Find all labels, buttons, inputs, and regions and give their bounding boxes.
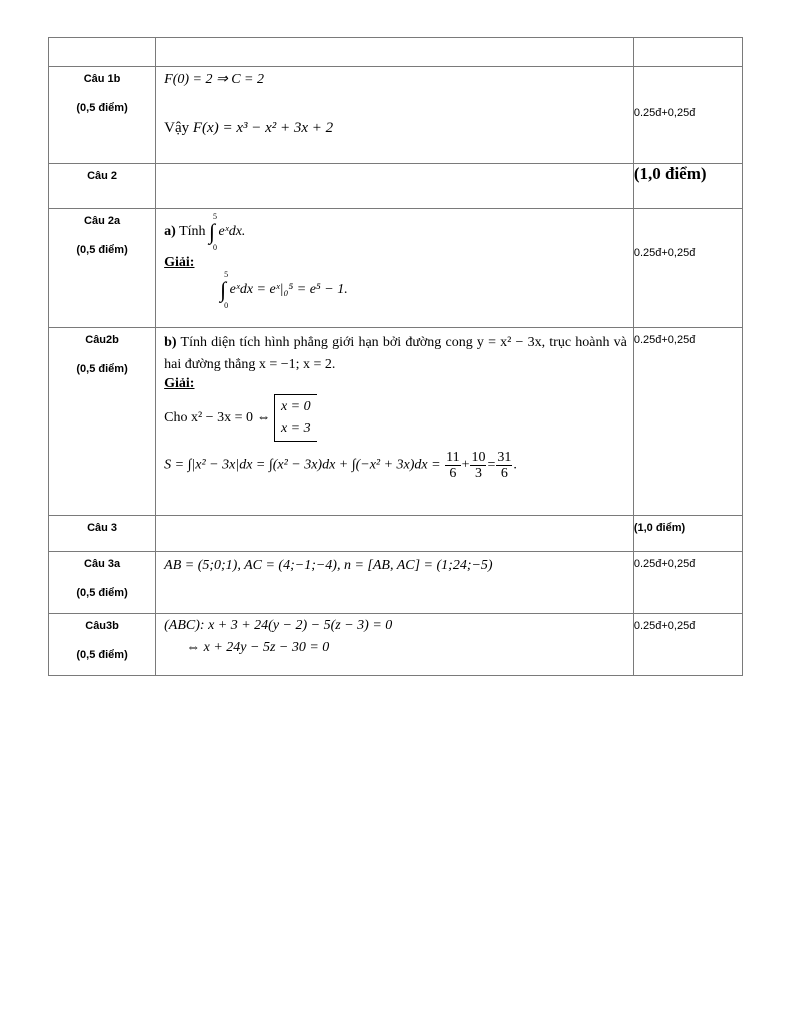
question-points: (0,5 điểm) (76, 363, 128, 375)
table-row-cau-2 (49, 164, 743, 209)
score-text: 0.25đ+0,25đ (633, 558, 696, 570)
question-label: Câu3b (85, 620, 119, 632)
task-text: b) Tính diện tích hình phẳng giới hạn bởi đường cong y = x² − 3x, trục hoành và hai đường thẳng x = −1; x = 2. (164, 335, 627, 372)
question-label: Câu 1b (83, 73, 121, 85)
table-row-empty (49, 38, 743, 67)
cell-empty-label (49, 38, 156, 67)
question-label: Câu 3a (84, 558, 121, 570)
root-bracket: x = 0 x = 3 (274, 394, 317, 442)
math-line: Cho x² − 3x = 0 ⇔ x = 0 x = 3 (156, 394, 633, 442)
math-line: ⇔ x + 24y − 5z − 30 = 0 (186, 640, 330, 655)
score-cell (633, 328, 742, 516)
math-line: AB = (5;0;1), AC = (4;−1;−4), n = [AB, AC] = (1;24;−5) (164, 558, 493, 573)
answer-content-cell (156, 164, 634, 209)
math-line: (ABC): x + 3 + 24(y − 2) − 5(z − 3) = 0 (164, 618, 393, 633)
question-points: (0,5 điểm) (76, 102, 128, 114)
score-text: 0.25đ+0,25đ (633, 107, 696, 119)
fraction: $\frac{11}{6}$ (446, 450, 460, 481)
table-row-cau-2a (49, 209, 743, 328)
question-label: Câu2b (85, 334, 119, 346)
math-line: Vậy F(x) = x³ − x² + 3x + 2 (164, 120, 334, 136)
score-text: 0.25đ+0,25đ (633, 247, 696, 259)
question-label-cell (49, 614, 156, 676)
score-cell (633, 516, 742, 552)
table-row-cau-2b (49, 328, 743, 516)
integral-symbol: ∫ 5 0 (209, 212, 218, 252)
question-label: Câu 2a (84, 215, 121, 227)
answer-content-cell (156, 328, 634, 516)
math-line: F(0) = 2 ⇒ C = 2 (164, 72, 264, 87)
table-row-cau-1b (49, 67, 743, 164)
score-text: 0.25đ+0,25đ (633, 620, 696, 632)
score-text: (1,0 điểm) (633, 164, 707, 183)
answer-content-cell (156, 516, 634, 552)
question-label-cell (49, 209, 156, 328)
question-points: (0,5 điểm) (76, 649, 128, 661)
table-row-cau-3 (49, 516, 743, 552)
score-text: (1,0 điểm) (633, 522, 686, 534)
answer-content-cell (156, 209, 634, 328)
question-label-cell (49, 67, 156, 164)
question-label-cell (49, 328, 156, 516)
score-cell (633, 164, 742, 209)
question-label-cell (49, 516, 156, 552)
answer-content-cell (156, 614, 634, 676)
score-cell (633, 67, 742, 164)
math-line: ∫ 5 0 eˣdx = eˣ|₀⁵ = e⁵ − 1. (220, 270, 348, 310)
math-line: a) Tính ∫ 5 0 eˣdx. (164, 212, 246, 252)
cell-empty-score (633, 38, 742, 67)
score-cell (633, 614, 742, 676)
score-text: 0.25đ+0,25đ (633, 334, 696, 346)
question-label: Câu 3 (87, 522, 118, 534)
answer-content-cell (156, 67, 634, 164)
math-line: S = ∫|x² − 3x|dx = ∫(x² − 3x)dx + ∫(−x² + 3x)dx = $\frac{11}{6}$ + $\frac{10}{3}$ = $\frac{31}{6}$ . (164, 450, 517, 481)
fraction: $\frac{10}{3}$ (471, 450, 486, 481)
question-points: (0,5 điểm) (76, 587, 128, 599)
score-cell (633, 209, 742, 328)
question-points: (0,5 điểm) (76, 244, 128, 256)
solution-label: Giải: (164, 376, 195, 391)
table-row-cau-3b (49, 614, 743, 676)
fraction: $\frac{31}{6}$ (497, 450, 512, 481)
answer-table (48, 37, 743, 676)
table-row-cau-3a (49, 552, 743, 614)
cell-empty-content (156, 38, 634, 67)
score-cell (633, 552, 742, 614)
question-label-cell (49, 164, 156, 209)
answer-content-cell (156, 552, 634, 614)
solution-label: Giải: (164, 255, 195, 270)
question-label: Câu 2 (87, 170, 118, 182)
integral-symbol: ∫ 5 0 (220, 270, 229, 310)
question-label-cell (49, 552, 156, 614)
